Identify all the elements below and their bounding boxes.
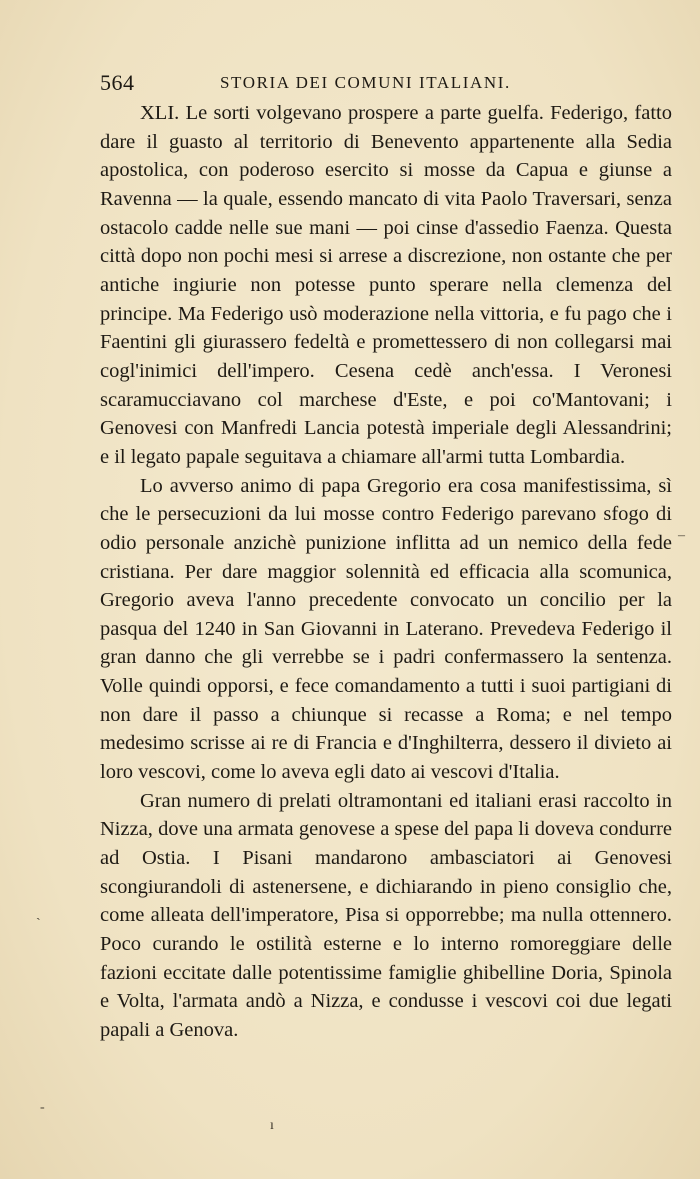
- paragraph-2: Lo avverso animo di papa Gregorio era cosa manifestissima, sì che le persecuzioni da lui mosse contro Federigo parevano sfogo di odio personale anzichè punizione inflitta ad un nemico della fede cristiana. Per dare maggior solennità ed efficacia alla scomunica, Gregorio aveva l'anno precedente convocato un concilio per la pasqua del 1240 in San Giovanni in Laterano. Prevedeva Federigo il gran danno che gli verrebbe se i padri confermassero la sentenza. Volle quindi opporsi, e fece comandamento a tutti i suoi partigiani di non dare il passo a chiunque si recasse a Roma; e nel tempo medesimo scrisse ai re di Francia e d'Inghilterra, dessero il divieto ai loro vescovi, come lo aveva egli dato ai vescovi d'Italia.: [100, 474, 672, 784]
- footer-signature-mark: ı: [270, 1118, 274, 1133]
- page-header: [100, 70, 660, 96]
- body-text: [100, 99, 672, 1045]
- page-number: 564: [100, 70, 135, 95]
- margin-dot-mark: ˎ: [36, 906, 41, 921]
- margin-tick-mark: -: [40, 1100, 45, 1115]
- running-title: STORIA DEI COMUNI ITALIANI.: [220, 73, 511, 92]
- margin-dash-mark: –: [678, 528, 685, 543]
- paragraph-3: Gran numero di prelati oltramontani ed italiani erasi raccolto in Nizza, dove una armata genovese a spese del papa li doveva condurre ad Ostia. I Pisani mandarono ambasciatori ai Genovesi scongiurandoli di astenersene, e dichiarando in pieno consiglio che, come alleata dell'imperatore, Pisa si opporrebbe; ma nulla ottennero. Poco curando le ostilità esterne e lo interno romoreggiare delle fazioni eccitate dalle potentissime famiglie ghibelline Doria, Spinola e Volta, l'armata andò a Nizza, e condusse i vescovi coi due legati papali a Genova.: [100, 789, 672, 1041]
- paragraph-1: XLI. Le sorti volgevano prospere a parte guelfa. Federigo, fatto dare il guasto al territorio di Benevento appartenente alla Sedia apostolica, con poderoso esercito si mosse da Capua e giunse a Ravenna — la quale, essendo mancato di vita Paolo Traversari, senza ostacolo cadde nelle sue mani — poi cinse d'assedio Faenza. Questa città dopo non pochi mesi si arrese a discrezione, non ostante che per antiche ingiurie non potesse punto sperare nella clemenza del principe. Ma Federigo usò moderazione nella vittoria, e fu pago che i Faentini gli giurassero fedeltà e promettessero di non collegarsi mai cogl'inimici dell'impero. Cesena cedè anch'essa. I Veronesi scaramucciavano col marchese d'Este, e poi co'Mantovani; i Genovesi con Manfredi Lancia potestà imperiale degli Alessandrini; e il legato papale seguitava a chiamare all'armi tutta Lombardia.: [100, 102, 672, 468]
